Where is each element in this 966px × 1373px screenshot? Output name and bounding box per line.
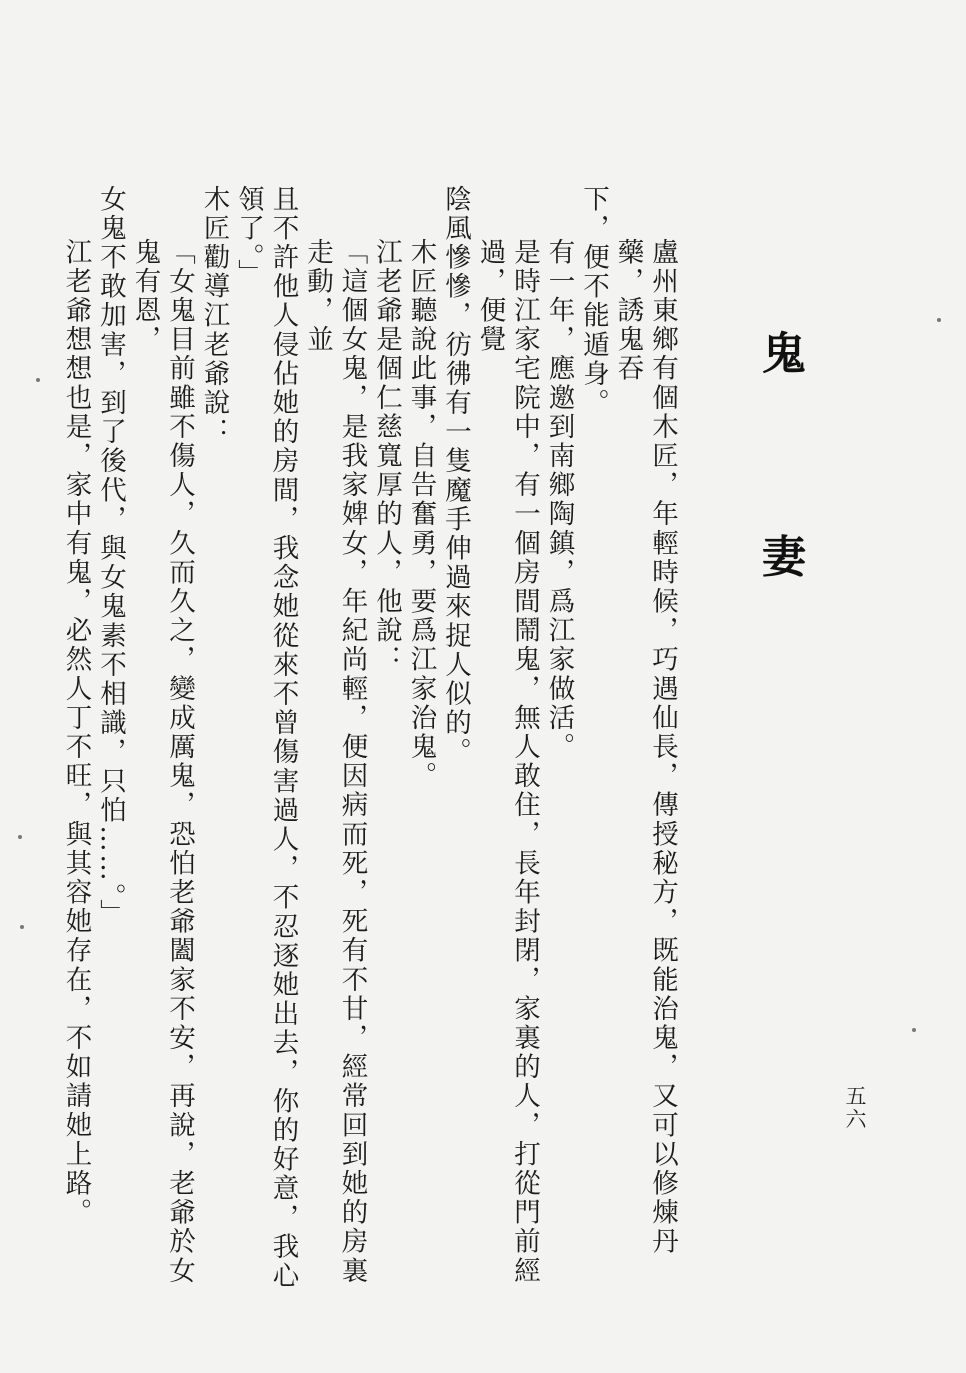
paragraph: 盧州東鄉有個木匠，年輕時候，巧遇仙長，傳授秘方，既能治鬼，又可以修煉丹藥，誘鬼吞 <box>612 238 678 1257</box>
scan-speck <box>937 318 941 322</box>
chapter-title: 鬼 妻 <box>754 330 805 650</box>
quote-paragraph: 「這個女鬼，是我家婢女，年紀尚輕，便因病而死，死有不甘，經常回到她的房裏走動，並 <box>302 238 368 1286</box>
paragraph: 是時江家宅院中，有一個房間鬧鬼，無人敢住，長年封閉，家裏的人，打從門前經過，便覺 <box>474 238 540 1286</box>
paragraph: 木匠勸導江老爺說： <box>198 185 230 447</box>
paragraph: 有一年，應邀到南鄉陶鎮，爲江家做活。 <box>543 238 575 762</box>
paragraph-continuation: 且不許他人侵佔她的房間，我念她從來不曾傷害過人，不忍逐她出去，你的好意，我心領了。」 <box>233 185 299 1291</box>
paragraph-continuation: 下，便不能遁身。 <box>578 185 609 418</box>
body-text <box>58 185 679 1305</box>
page-number: 五六 <box>843 1085 867 1131</box>
paragraph-continuation: 女鬼不敢加害，到了後代，與女鬼素不相識，只怕……。」 <box>95 185 126 929</box>
quote-paragraph: 「女鬼目前雖不傷人，久而久之，變成厲鬼，恐怕老爺闔家不安，再說，老爺於女鬼有恩， <box>129 238 195 1286</box>
scan-speck <box>18 835 22 839</box>
paragraph: 江老爺想想也是，家中有鬼，必然人丁不旺，與其容她存在，不如請她上路。 <box>60 238 92 1228</box>
scan-speck <box>20 925 24 929</box>
scan-speck <box>36 378 40 382</box>
scan-speck <box>912 1028 916 1032</box>
paragraph-continuation: 陰風慘慘，彷彿有一隻魔手伸過來捉人似的。 <box>440 185 471 767</box>
paragraph: 木匠聽說此事，自告奮勇，要爲江家治鬼。 <box>405 238 437 791</box>
paragraph: 江老爺是個仁慈寬厚的人，他說： <box>371 238 402 675</box>
